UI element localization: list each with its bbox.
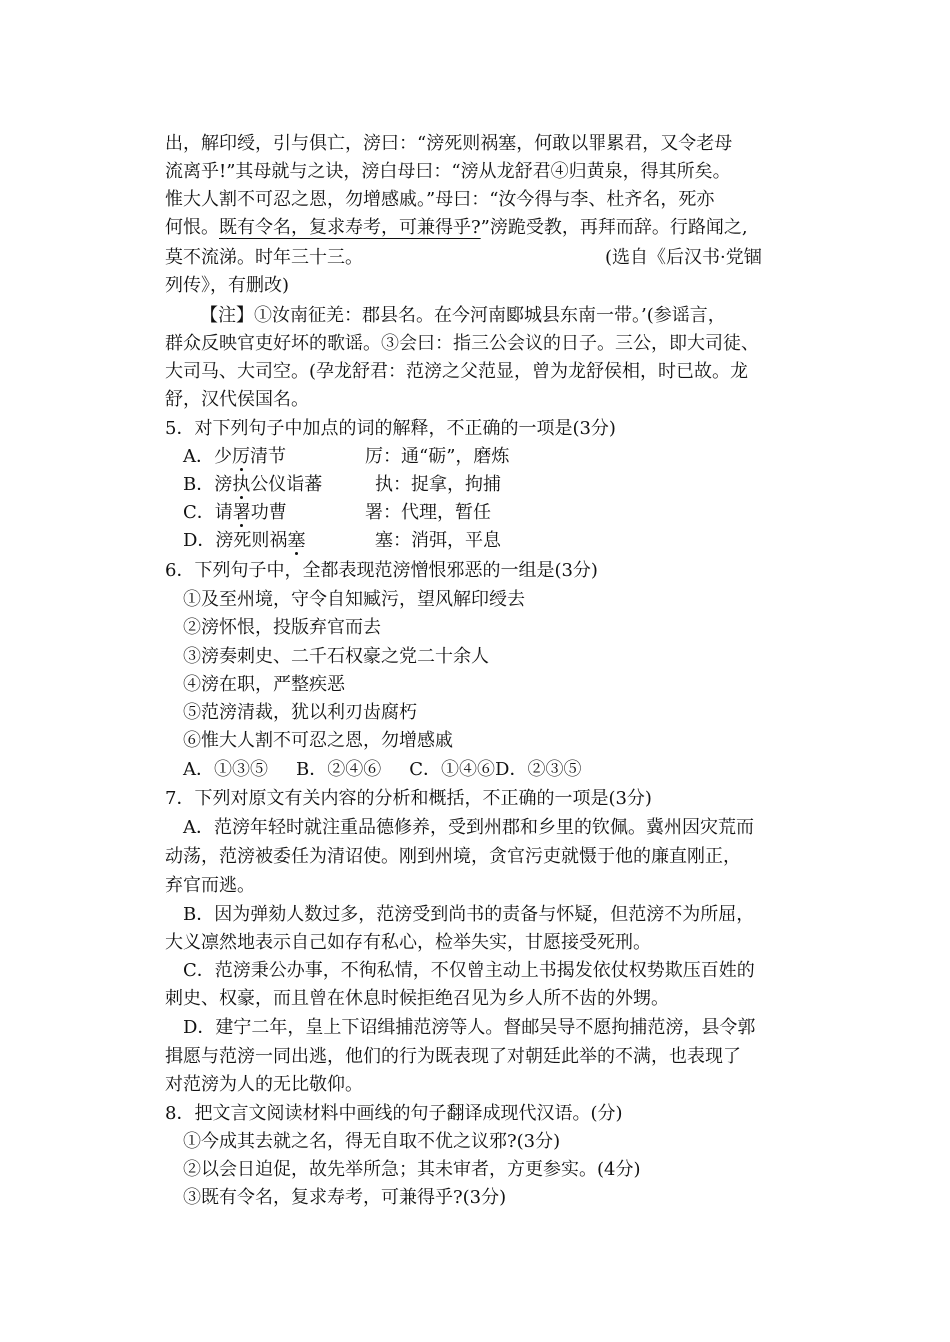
- q7-option-text: 动荡，范滂被委任为清诏使。刚到州境，贪官污吏就慑于他的廉直刚正，: [165, 846, 741, 867]
- question-7-stem: 7．下列对原文有关内容的分析和概括，不正确的一项是(3分): [165, 788, 652, 809]
- dotted-char: 署: [232, 502, 251, 523]
- question-6-stem: 6．下列句子中，全都表现范滂憎恨邪恶的一组是(3分): [165, 560, 598, 581]
- dotted-char: 厉: [232, 446, 250, 467]
- q5-definition: 厉：通“砺”，磨炼: [365, 446, 510, 467]
- passage-line: 何恨。既有令名，复求寿考，可兼得乎?”滂跪受教，再拜而辞。行路闻之,: [165, 217, 748, 238]
- q5-definition: 执：捉拿，拘捕: [375, 474, 501, 495]
- q5-option: C．请署功曹: [183, 502, 287, 523]
- passage-line: 出，解印绶，引与俱亡，滂曰：“滂死则祸塞，何敢以罪累君，又令老母: [165, 133, 733, 154]
- q5-option: D．滂死则祸塞: [183, 530, 306, 551]
- q5-option: B．滂执公仪诣蕃: [183, 474, 323, 495]
- q7-option-text: C．范滂秉公办事，不徇私情，不仅曾主动上书揭发依仗权势欺压百姓的: [183, 960, 755, 981]
- question-8-stem: 8．把文言文阅读材料中画线的句子翻译成现代汉语。(分): [165, 1103, 623, 1124]
- q6-item: ③滂奏刺史、二千石权豪之党二十余人: [183, 646, 489, 667]
- note-line: 舒，汉代侯国名。: [165, 389, 309, 410]
- q6-item: ⑤范滂清裁，犹以利刃齿腐朽: [183, 702, 417, 723]
- q7-option-text: D．建宁二年，皇上下诏缉捕范滂等人。督邮吴导不愿拘捕范滂，县令郭: [183, 1017, 756, 1038]
- q6-choices: [183, 756, 609, 784]
- dotted-char: 执: [232, 474, 251, 495]
- q6-item: ②滂怀恨，投版弃官而去: [183, 617, 381, 638]
- passage-line: 莫不流涕。时年三十三。: [165, 247, 363, 268]
- q7-option-text: 揖愿与范滂一同出逃，他们的行为既表现了对朝廷此举的不满，也表现了: [165, 1046, 741, 1067]
- q7-option-text: 刺史、权豪，而且曾在休息时候拒绝召见为乡人所不齿的外甥。: [165, 988, 669, 1009]
- note-line: 【注】①汝南征羌：郡县名。在今河南郾城县东南一带。’(参谣言，: [200, 305, 726, 326]
- choice-b: B．②④⑥: [296, 759, 382, 780]
- dotted-char: 塞: [287, 530, 306, 551]
- note-line: 群众反映官吏好坏的歌谣。③会曰：指三公会议的日子。三公，即大司徒、: [165, 333, 759, 354]
- choice-d: D．②③⑤: [495, 759, 582, 780]
- q6-item: ⑥惟大人割不可忍之恩，勿增感戚: [183, 730, 453, 751]
- q5-definition: 塞：消弭，平息: [375, 530, 501, 551]
- note-line: 大司马、大司空。(孕龙舒君：范滂之父范显，曾为龙舒侯相，时已故。龙: [165, 361, 749, 382]
- choice-c: C．①④⑥: [409, 759, 496, 780]
- q8-item: ①今成其去就之名，得无自取不优之议邪?(3分): [183, 1131, 561, 1152]
- q7-option-text: B．因为弹劾人数过多，范滂受到尚书的责备与怀疑，但范滂不为所屈，: [183, 904, 755, 925]
- q6-item: ④滂在职，严整疾恶: [183, 674, 345, 695]
- q7-option-text: 弃官而逃。: [165, 875, 255, 896]
- underlined-sentence: 既有令名，复求寿考，可兼得乎?: [219, 217, 481, 238]
- q6-item: ①及至州境，守令自知臧污，望风解印绶去: [183, 589, 525, 610]
- choice-a: A．①③⑤: [183, 759, 268, 780]
- passage-line: 流离乎!”其母就与之诀，滂白母曰：“滂从龙舒君④归黄泉，得其所矣。: [165, 161, 731, 182]
- q7-option-text: 大义凛然地表示自己如存有私心，检举失实，甘愿接受死刑。: [165, 932, 651, 953]
- q7-option-text: 对范滂为人的无比敬仰。: [165, 1074, 363, 1095]
- source-citation: (选自《后汉书·党锢: [605, 247, 762, 268]
- q8-item: ②以会日迫促，故先举所急；其未审者，方更参实。(4分): [183, 1159, 641, 1180]
- q8-item: ③既有令名，复求寿考，可兼得乎?(3分): [183, 1187, 507, 1208]
- source-citation: 列传》，有删改): [165, 275, 290, 296]
- question-5-stem: 5．对下列句子中加点的词的解释，不正确的一项是(3分): [165, 418, 616, 439]
- passage-line: 惟大人割不可忍之恩，勿增感戚。”母曰：“汝今得与李、杜齐名，死亦: [165, 189, 715, 210]
- q5-definition: 署：代理，暂任: [365, 502, 491, 523]
- q5-option: A．少厉清节: [183, 446, 286, 467]
- q7-option-text: A．范滂年轻时就注重品德修养，受到州郡和乡里的钦佩。冀州因灾荒而: [183, 817, 754, 838]
